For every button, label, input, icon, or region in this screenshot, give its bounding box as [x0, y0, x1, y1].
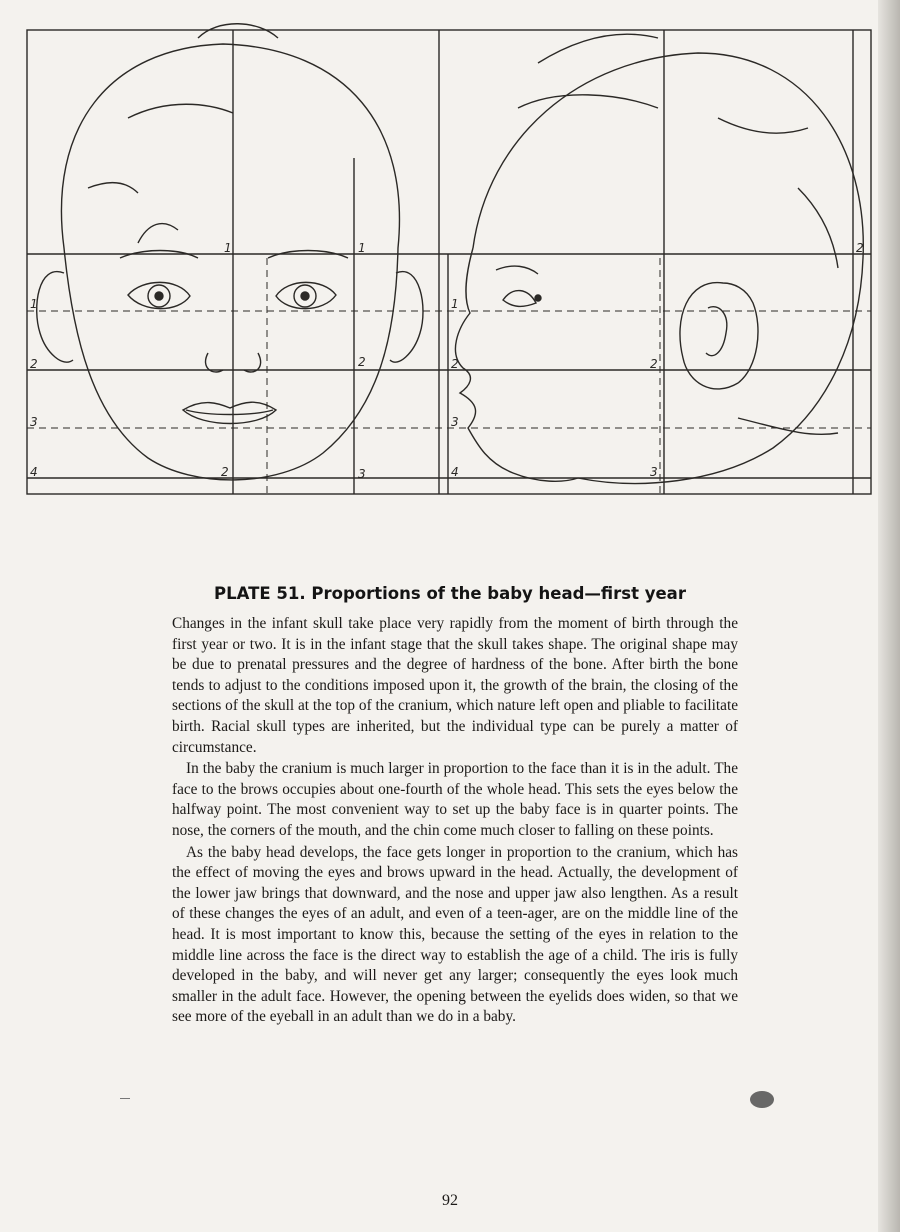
paragraph-1: Changes in the infant skull take place very rapidly from the moment of birth through the first year or two. It is in the infant stage that the skull takes shape. The original shape may be due to prenatal pressures and the degree of hardness of the bone. After birth the bone tends to adjust to the conditions imposed upon it, the growth of the brain, the closing of the sections of the skull at the top of the cranium, which nature left open and pliable to facilitate birth. Racial skull types are inherited, but the individual type can be purely a matter of circumstance. [172, 615, 738, 756]
front-left-marker-2: 2 [30, 357, 38, 371]
front-left-marker-3: 3 [30, 415, 38, 429]
front-chin-marker: 2 [221, 465, 229, 479]
paragraph-2: In the baby the cranium is much larger in proportion to the face than it is in the adult. The face to the brows occupies about one-fourth of the whole head. This sets the eyes below the halfway point. The most convenient way to set up the baby face is in quarter points. The nose, the corners of the mouth, and the chin come much closer to falling on these points. [172, 760, 738, 839]
front-right-marker-2: 2 [358, 355, 366, 369]
front-right-ear [390, 272, 423, 363]
profile-head-outline [473, 53, 863, 483]
profile-marker-2: 2 [650, 357, 658, 371]
plate-number: PLATE 51. [214, 584, 306, 603]
margin-mark [120, 1098, 130, 1099]
body-text [172, 614, 738, 1028]
profile-marker-3: 3 [650, 465, 658, 479]
grid-frame [27, 30, 871, 494]
profile-ear [680, 283, 758, 389]
front-left-ear [37, 272, 73, 363]
profile-left-marker-4: 4 [451, 465, 459, 479]
front-left-marker-4: 4 [30, 465, 38, 479]
plate-caption: Proportions of the baby head—first year [311, 584, 686, 603]
plate-heading [0, 584, 900, 603]
front-right-marker-3: 3 [358, 467, 366, 481]
profile-left-marker-1: 1 [451, 297, 459, 311]
ink-blot [750, 1091, 774, 1108]
front-right-marker-1: 1 [358, 241, 366, 255]
front-left-marker-1: 1 [30, 297, 38, 311]
page-edge-shadow [878, 0, 900, 1232]
paragraph-3: As the baby head develops, the face gets longer in proportion to the cranium, which has the effect of moving the eyes and brows upward in the head. Actually, the development of the lower jaw brings that downward, and the nose and upper jaw also lengthen. As a result of these changes the eyes of an adult, and even of a teen-ager, are on the middle line of the head. It is most important to know this, because the setting of the eyes in relation to the middle line across the face is the direct way to establish the age of a child. The iris is fully developed in the baby, and will never get any larger; consequently the eyes look much smaller in the adult face. However, the opening between the eyelids does widen, so that we see more of the eyeball in an adult than we do in a baby. [172, 843, 738, 1026]
profile-back-marker: 2 [856, 241, 864, 255]
profile-eye [503, 291, 536, 307]
profile-left-marker-2: 2 [451, 357, 459, 371]
baby-head-proportions-illustration [18, 8, 880, 508]
profile-left-marker-3: 3 [451, 415, 459, 429]
profile-face [455, 248, 578, 481]
front-brow-marker: 1 [224, 241, 232, 255]
page-number: 92 [442, 1192, 458, 1209]
